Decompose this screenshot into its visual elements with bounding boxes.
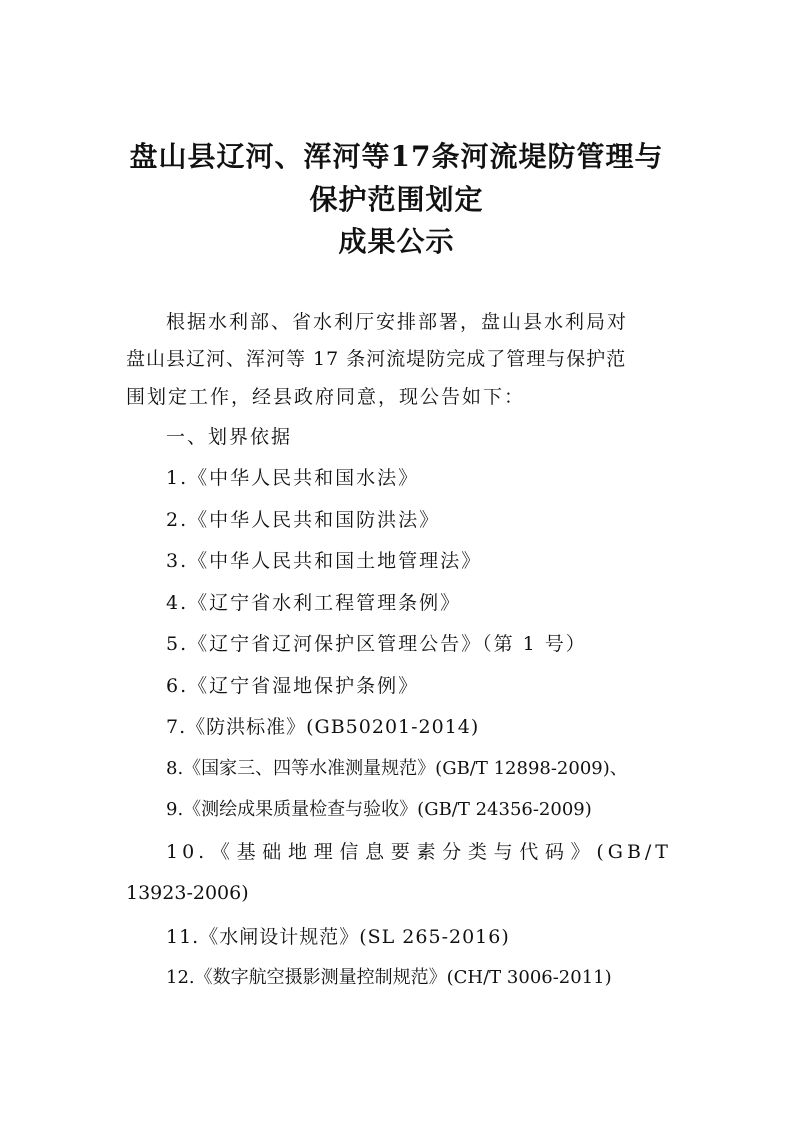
- basis-item: 2.《中华人民共和国防洪法》: [166, 509, 441, 531]
- basis-item: 8.《国家三、四等水准测量规范》(GB/T 12898-2009)、: [166, 758, 628, 779]
- basis-item: 9.《测绘成果质量检查与验收》(GB/T 24356-2009): [166, 799, 592, 820]
- section-heading: 一、划界依据: [166, 426, 293, 448]
- basis-item: 3.《中华人民共和国土地管理法》: [166, 550, 483, 572]
- basis-item: 5.《辽宁省辽河保护区管理公告》（第 1 号）: [166, 633, 587, 655]
- basis-item: 4.《辽宁省水利工程管理条例》: [166, 592, 462, 614]
- basis-item: 6.《辽宁省湿地保护条例》: [166, 675, 420, 697]
- basis-item-continuation: 13923-2006): [126, 882, 249, 904]
- document-title-line-3: 成果公示: [338, 225, 455, 258]
- basis-item: 1.《中华人民共和国水法》: [166, 467, 420, 489]
- intro-line-3: 围划定工作，经县政府同意，现公告如下：: [126, 386, 526, 408]
- intro-line-2: 盘山县辽河、浑河等 17 条河流堤防完成了管理与保护范: [126, 348, 627, 370]
- intro-line-1: 根据水利部、省水利厅安排部署，盘山县水利局对: [166, 311, 629, 333]
- basis-item: 7.《防洪标准》(GB50201-2014): [166, 716, 480, 738]
- basis-item: 11.《水闸设计规范》(SL 265-2016): [166, 926, 510, 948]
- basis-item: 10.《基础地理信息要素分类与代码》(GB/T: [166, 841, 672, 863]
- document-title-line-1: 盘山县辽河、浑河等17条河流堤防管理与: [129, 140, 664, 173]
- document-title-line-2: 保护范围划定: [309, 183, 484, 216]
- basis-item: 12.《数字航空摄影测量控制规范》(CH/T 3006-2011): [166, 967, 612, 988]
